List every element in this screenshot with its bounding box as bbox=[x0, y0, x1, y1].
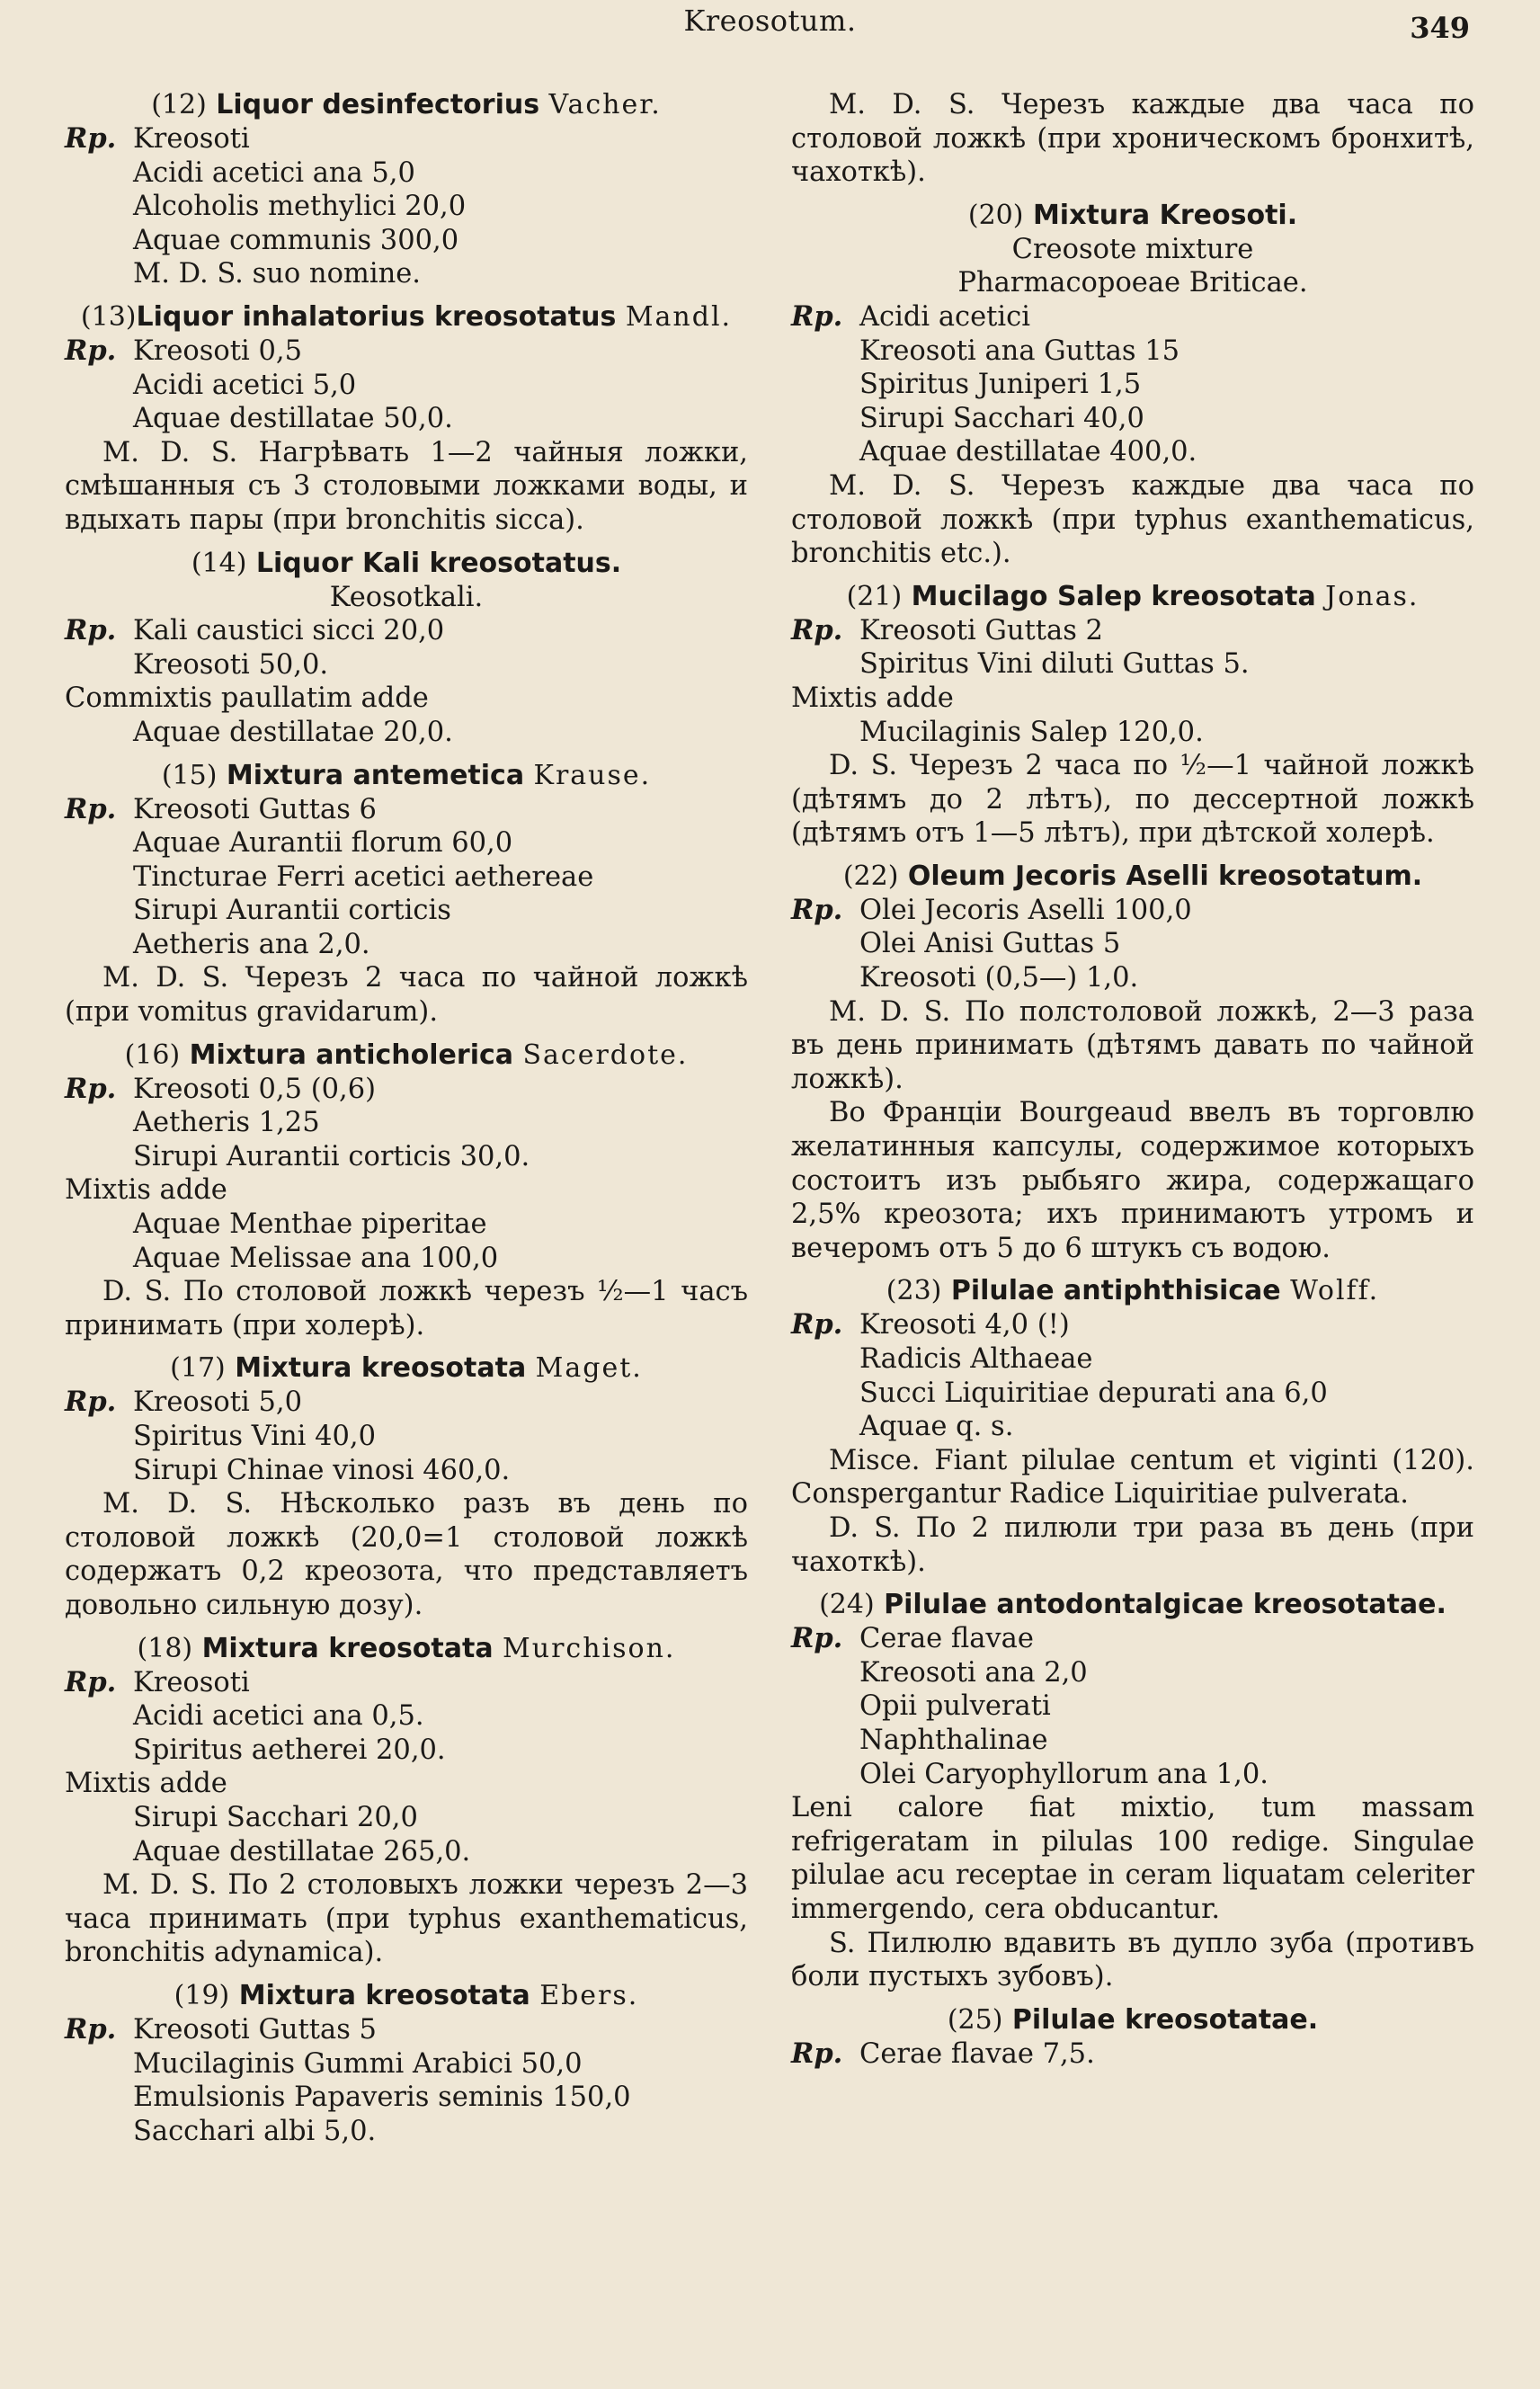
recipe-title: (21) Mucilago Salep kreosotata Jonas. bbox=[846, 580, 1420, 612]
ingredient: Aquae destillatae 400,0. bbox=[859, 436, 1197, 468]
recipe-title: (15) Mixtura antemetica Krause. bbox=[161, 759, 652, 791]
instruction: D. S. Черезъ 2 часа по ½—1 чайной ложкѣ (дѣтямъ до 2 лѣтъ), по дессертной ложкѣ (дѣтямъ отъ 1—5 лѣтъ), при дѣтской холерѣ. bbox=[791, 750, 1474, 850]
mix-line: Mixtis adde bbox=[65, 1174, 227, 1207]
recipe-title: (24) Pilulae antodontalgicae kreosotatae. bbox=[819, 1589, 1447, 1621]
ingredient: Mucilaginis Salep 120,0. bbox=[859, 716, 1204, 748]
recipe-subtitle: Pharmacopoeae Briticae. bbox=[957, 267, 1308, 299]
instruction: M. D. S. По 2 столовыхъ ложки черезъ 2—3 часа принимать (при typhus exanthematicus, bronchitis adynamica). bbox=[65, 1869, 748, 1969]
ingredient-list bbox=[133, 334, 748, 436]
prescription bbox=[791, 894, 1474, 995]
left-column bbox=[65, 88, 748, 2157]
ingredient: Aquae destillatae 20,0. bbox=[133, 716, 453, 748]
ingredient: Olei Anisi Guttas 5 bbox=[859, 928, 1121, 960]
instruction: M. D. S. Черезъ каждые два часа по столовой ложкѣ (при хроническомъ бронхитѣ, чахоткѣ). bbox=[791, 89, 1474, 189]
ingredient: Aquae q. s. bbox=[859, 1411, 1014, 1443]
note: Во Франціи Bourgeaud ввелъ въ торговлю желатинныя капсулы, содержимое которыхъ состоитъ изъ рыбьяго жира, содержащаго 2,5% креозота; ихъ принимаютъ утромъ и вечеромъ отъ 5 до 6 штукъ съ водою. bbox=[791, 1097, 1474, 1264]
ingredient: Spiritus Vini diluti Guttas 5. bbox=[859, 648, 1250, 681]
misce-line: Leni calore fiat mixtio, tum massam refrigeratam in pilulas 100 redige. Singulae pilulae acu receptae in ceram liquatam celeriter immergendo, cera obducantur. bbox=[791, 1792, 1474, 1925]
signature-line: M. D. S. suo nomine. bbox=[133, 258, 421, 290]
ingredient: Sirupi Aurantii corticis bbox=[133, 895, 451, 927]
ingredient: Kali caustici sicci 20,0 bbox=[133, 615, 445, 647]
prescription bbox=[791, 1308, 1474, 1443]
ingredient: Aetheris ana 2,0. bbox=[133, 928, 370, 960]
recipe-20 bbox=[791, 199, 1474, 571]
ingredient: Spiritus Vini 40,0 bbox=[133, 1421, 377, 1452]
ingredient: Tincturae Ferri acetici aethereae bbox=[133, 860, 594, 893]
instruction: M. D. S. Нѣсколько разъ въ день по столовой ложкѣ (20,0=1 столовой ложкѣ содержатъ 0,2 креозота, что представляетъ довольно сильную дозу). bbox=[65, 1488, 748, 1621]
ingredient: Acidi acetici 5,0 bbox=[133, 369, 357, 401]
ingredient-list bbox=[859, 894, 1474, 995]
instruction: M. D. S. По полстоловой ложкѣ, 2—3 раза въ день принимать (дѣтямъ давать по чайной ложкѣ). bbox=[791, 995, 1474, 1095]
recipe-title: (14) Liquor Kali kreosotatus. bbox=[191, 547, 622, 579]
recipe-symbol: Rp. bbox=[65, 1072, 117, 1105]
recipe-14 bbox=[65, 547, 748, 750]
mix-line: Commixtis paullatim adde bbox=[65, 682, 429, 715]
prescription bbox=[791, 614, 1474, 682]
ingredient: Spiritus Juniperi 1,5 bbox=[859, 369, 1142, 401]
ingredient: Succi Liquiritiae depurati ana 6,0 bbox=[859, 1377, 1328, 1409]
ingredient: Kreosoti ana Guttas 15 bbox=[859, 334, 1180, 367]
ingredient-list bbox=[133, 122, 748, 291]
recipe-symbol: Rp. bbox=[65, 122, 117, 155]
prescription bbox=[791, 300, 1474, 469]
ingredient: Olei Jecoris Aselli 100,0 bbox=[859, 894, 1192, 926]
ingredient: Aquae destillatae 50,0. bbox=[133, 403, 453, 435]
recipe-symbol: Rp. bbox=[791, 1308, 843, 1342]
ingredient-list bbox=[133, 1666, 748, 1768]
recipe-title: (12) Liquor desinfectorius Vacher. bbox=[151, 89, 662, 120]
recipe-title: (17) Mixtura kreosotata Maget. bbox=[170, 1352, 643, 1385]
recipe-19 bbox=[65, 1979, 748, 2148]
recipe-24 bbox=[791, 1588, 1474, 1994]
instruction: M. D. S. Черезъ каждые два часа по столовой ложкѣ (при typhus exanthematicus, bronchitis etc.). bbox=[791, 469, 1474, 570]
prescription bbox=[65, 1386, 748, 1487]
ingredient: Acidi acetici ana 5,0 bbox=[133, 156, 415, 189]
mix-line: Mixtis adde bbox=[791, 682, 954, 714]
ingredient: Mucilaginis Gummi Arabici 50,0 bbox=[133, 2047, 583, 2080]
instruction: M. D. S. Черезъ 2 часа по чайной ложкѣ (при vomitus gravidarum). bbox=[65, 962, 748, 1029]
recipe-13 bbox=[65, 300, 748, 538]
recipe-title: (13)Liquor inhalatorius kreosotatus Mandl. bbox=[80, 300, 733, 333]
mix-line: Mixtis adde bbox=[65, 1768, 227, 1800]
recipe-symbol: Rp. bbox=[65, 614, 117, 647]
ingredient: Kreosoti ana 2,0 bbox=[859, 1656, 1088, 1689]
ingredient-list bbox=[859, 1622, 1474, 1791]
recipe-symbol: Rp. bbox=[65, 792, 117, 825]
recipe-symbol: Rp. bbox=[65, 334, 117, 367]
ingredient-list bbox=[133, 2013, 748, 2148]
recipe-17 bbox=[65, 1351, 748, 1622]
recipe-title: (20) Mixtura Kreosoti. bbox=[967, 199, 1298, 231]
recipe-title: (23) Pilulae antiphthisicae Wolff. bbox=[886, 1275, 1380, 1307]
right-column bbox=[791, 88, 1474, 2080]
recipe-symbol: Rp. bbox=[791, 893, 843, 926]
ingredient: Kreosoti Guttas 2 bbox=[859, 614, 1103, 646]
ingredient-list bbox=[859, 614, 1474, 682]
recipe-21 bbox=[791, 580, 1474, 851]
ingredient: Spiritus aetherei 20,0. bbox=[133, 1734, 446, 1766]
prescription bbox=[65, 1666, 748, 1768]
recipe-15 bbox=[65, 759, 748, 1030]
prescription bbox=[65, 614, 748, 682]
ingredient-list bbox=[859, 300, 1474, 469]
ingredient: Sirupi Chinae vinosi 460,0. bbox=[133, 1454, 511, 1486]
recipe-symbol: Rp. bbox=[791, 299, 843, 333]
ingredient: Aquae Menthae piperitae bbox=[133, 1208, 487, 1241]
ingredient: Acidi acetici bbox=[859, 300, 1030, 333]
ingredient-list bbox=[859, 2037, 1474, 2072]
prescription bbox=[65, 793, 748, 962]
instruction: D. S. По столовой ложкѣ черезъ ½—1 часъ принимать (при холерѣ). bbox=[65, 1276, 748, 1342]
ingredient: Sirupi Sacchari 40,0 bbox=[859, 402, 1144, 434]
prescription bbox=[65, 334, 748, 436]
ingredient: Sacchari albi 5,0. bbox=[133, 2115, 377, 2147]
recipe-25 bbox=[791, 2003, 1474, 2072]
recipe-symbol: Rp. bbox=[65, 1665, 117, 1698]
prescription bbox=[65, 122, 748, 291]
recipe-title: (22) Oleum Jecoris Aselli kreosotatum. bbox=[842, 860, 1423, 892]
ingredient: Cerae flavae bbox=[859, 1623, 1034, 1655]
prescription bbox=[791, 1622, 1474, 1791]
ingredient: Radicis Althaeae bbox=[859, 1343, 1093, 1375]
page-number: 349 bbox=[1410, 11, 1470, 45]
ingredient: Kreosoti 0,5 (0,6) bbox=[133, 1073, 377, 1105]
recipe-symbol: Rp. bbox=[65, 2012, 117, 2046]
ingredient-list bbox=[133, 1073, 748, 1174]
ingredient: Kreosoti (0,5—) 1,0. bbox=[859, 962, 1139, 994]
recipe-22 bbox=[791, 860, 1474, 1266]
prescription bbox=[65, 2013, 748, 2148]
ingredient: Aquae communis 300,0 bbox=[133, 224, 459, 256]
ingredient-list bbox=[133, 614, 748, 682]
ingredient: Sirupi Sacchari 20,0 bbox=[133, 1801, 418, 1833]
prescription bbox=[65, 1073, 748, 1174]
instruction: D. S. По 2 пилюли три раза въ день (при чахоткѣ). bbox=[791, 1511, 1474, 1578]
recipe-symbol: Rp. bbox=[791, 613, 843, 646]
recipe-title: (16) Mixtura anticholerica Sacerdote. bbox=[124, 1039, 689, 1071]
ingredient: Aquae Melissae ana 100,0 bbox=[133, 1242, 499, 1274]
ingredient-list bbox=[133, 1386, 748, 1487]
recipe-19-continued bbox=[791, 88, 1474, 190]
ingredient: Alcoholis methylici 20,0 bbox=[133, 191, 467, 223]
ingredient: Emulsionis Papaveris seminis 150,0 bbox=[133, 2081, 631, 2114]
recipe-18 bbox=[65, 1632, 748, 1970]
ingredient: Kreosoti 50,0. bbox=[133, 648, 329, 681]
running-title: Kreosotum. bbox=[683, 4, 857, 38]
ingredient: Kreosoti Guttas 5 bbox=[133, 2013, 377, 2046]
recipe-subtitle: Keosotkali. bbox=[329, 581, 484, 613]
recipe-symbol: Rp. bbox=[791, 2037, 843, 2070]
instruction: M. D. S. Нагрѣвать 1—2 чайныя ложки, смѣшанныя съ 3 столовыми ложками воды, и вдыхать пары (при bronchitis sicca). bbox=[65, 436, 748, 536]
ingredient: Naphthalinae bbox=[859, 1724, 1048, 1756]
recipe-title: (19) Mixtura kreosotata Ebers. bbox=[174, 1979, 639, 2011]
ingredient: Sirupi Aurantii corticis 30,0. bbox=[133, 1140, 530, 1172]
recipe-16 bbox=[65, 1039, 748, 1343]
ingredient: Kreosoti 5,0 bbox=[133, 1386, 303, 1419]
ingredient: Kreosoti bbox=[133, 123, 250, 155]
misce-line: Misce. Fiant pilulae centum et viginti (120). Conspergantur Radice Liquiritiae pulverata. bbox=[791, 1444, 1474, 1511]
recipe-title: (18) Mixtura kreosotata Murchison. bbox=[137, 1632, 676, 1664]
ingredient: Acidi acetici ana 0,5. bbox=[133, 1700, 424, 1733]
recipe-subtitle: Creosote mixture bbox=[1011, 233, 1254, 265]
ingredient-list bbox=[133, 793, 748, 962]
recipe-symbol: Rp. bbox=[791, 1622, 843, 1655]
recipe-12 bbox=[65, 88, 748, 291]
instruction: S. Пилюлю вдавить въ дупло зуба (противъ боли пустыхъ зубовъ). bbox=[791, 1927, 1474, 1993]
ingredient: Kreosoti bbox=[133, 1666, 250, 1698]
ingredient: Cerae flavae 7,5. bbox=[859, 2037, 1095, 2070]
ingredient: Aquae Aurantii florum 60,0 bbox=[133, 827, 513, 860]
recipe-title: (25) Pilulae kreosotatae. bbox=[947, 2003, 1319, 2036]
ingredient-list bbox=[859, 1308, 1474, 1443]
ingredient: Aquae destillatae 265,0. bbox=[133, 1835, 471, 1868]
ingredient: Kreosoti Guttas 6 bbox=[133, 793, 377, 825]
ingredient: Aetheris 1,25 bbox=[133, 1107, 320, 1139]
ingredient: Opii pulverati bbox=[859, 1690, 1051, 1723]
ingredient: Olei Caryophyllorum ana 1,0. bbox=[859, 1758, 1268, 1790]
recipe-symbol: Rp. bbox=[65, 1386, 117, 1419]
prescription bbox=[791, 2037, 1474, 2072]
ingredient: Kreosoti 4,0 (!) bbox=[859, 1309, 1070, 1342]
recipe-23 bbox=[791, 1274, 1474, 1579]
ingredient: Kreosoti 0,5 bbox=[133, 334, 303, 367]
